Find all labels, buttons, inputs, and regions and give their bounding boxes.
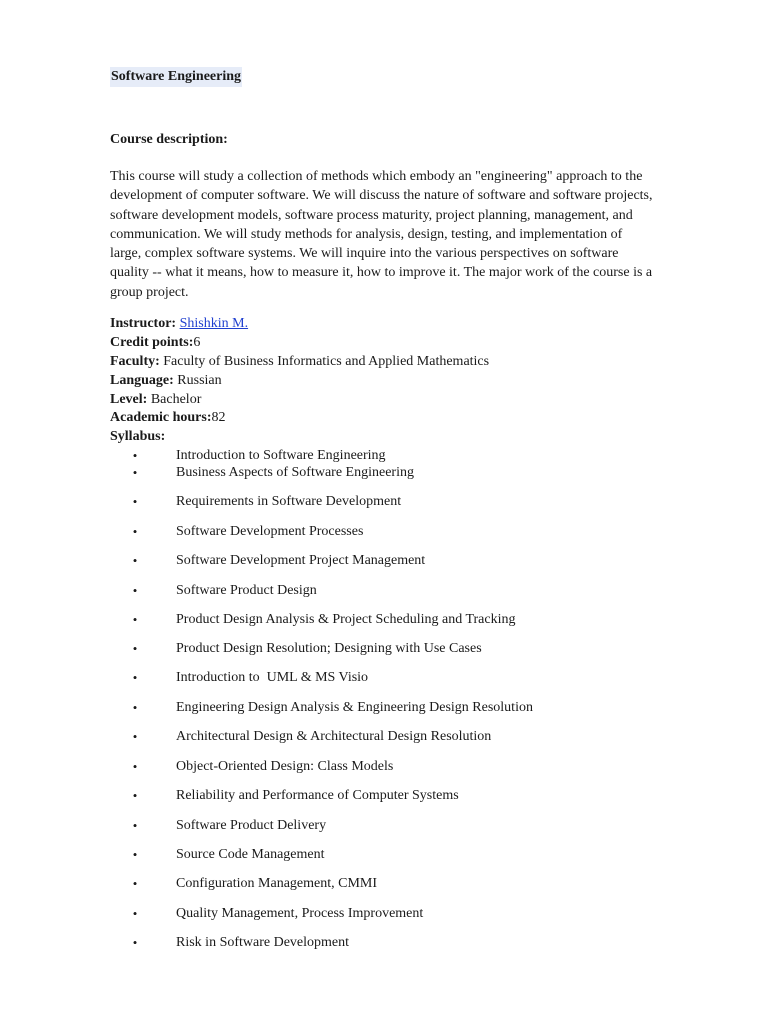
academic-hours-value: 82 (211, 410, 226, 425)
list-item (0, 933, 768, 953)
syllabus-item-text: Object-Oriented Design: Class Models (176, 759, 394, 774)
syllabus-item-text: Software Product Delivery (176, 818, 327, 833)
list-item (0, 874, 768, 894)
list-item (0, 757, 768, 777)
faculty-value: Faculty of Business Informatics and Applied Mathematics (163, 354, 490, 369)
syllabus-item-text: Introduction to Software Engineering (176, 448, 386, 463)
level-label: Level: (110, 392, 148, 407)
syllabus-item-text: Reliability and Performance of Computer Systems (176, 788, 459, 803)
description-line: This course will study a collection of methods which embody an "engineering" approach to the (110, 169, 643, 184)
list-item (0, 845, 768, 865)
bullet-icon: • (132, 553, 138, 568)
faculty-label: Faculty: (110, 354, 160, 369)
syllabus-item-text: Engineering Design Analysis & Engineering Design Resolution (176, 700, 533, 715)
syllabus-heading: Syllabus: (110, 429, 166, 444)
syllabus-item-text: Architectural Design & Architectural Design Resolution (176, 729, 492, 744)
language-row (110, 371, 222, 390)
syllabus-row (110, 427, 165, 446)
list-item (0, 698, 768, 718)
bullet-icon: • (132, 759, 138, 774)
credit-points-row (110, 333, 200, 352)
list-item (0, 463, 768, 483)
list-item (0, 727, 768, 747)
list-item (0, 522, 768, 542)
bullet-icon: • (132, 906, 138, 921)
bullet-icon: • (132, 876, 138, 891)
syllabus-item-text: Software Development Processes (176, 524, 364, 539)
description-line: group project. (110, 284, 189, 300)
credit-points-value: 6 (193, 335, 201, 350)
language-label: Language: (110, 373, 174, 388)
syllabus-item-text: Product Design Analysis & Project Scheduling and Tracking (176, 612, 516, 627)
language-value: Russian (177, 373, 222, 388)
syllabus-item-text: Software Product Design (176, 583, 317, 598)
bullet-icon: • (132, 670, 138, 685)
instructor-label: Instructor: (110, 316, 177, 331)
course-description-paragraph (110, 167, 714, 302)
syllabus-item-text: Business Aspects of Software Engineering (176, 465, 414, 480)
bullet-icon: • (132, 788, 138, 803)
syllabus-item-text: Software Development Project Management (176, 553, 426, 568)
syllabus-item-text: Quality Management, Process Improvement (176, 906, 424, 921)
bullet-icon: • (132, 612, 138, 627)
syllabus-item-text: Product Design Resolution; Designing with Use Cases (176, 641, 482, 656)
bullet-icon: • (132, 494, 138, 509)
bullet-icon: • (132, 818, 138, 833)
academic-hours-row (110, 408, 226, 427)
syllabus-item-text: Risk in Software Development (176, 935, 350, 950)
list-item (0, 668, 768, 688)
description-line: communication. We will study methods for analysis, design, testing, and implementation of (110, 226, 623, 242)
level-value: Bachelor (150, 392, 202, 407)
list-item (0, 816, 768, 836)
bullet-icon: • (132, 847, 138, 862)
list-item (0, 904, 768, 924)
description-line: software development models, software process maturity, project planning, management, and (110, 207, 633, 223)
list-item (0, 551, 768, 571)
credit-points-label: Credit points: (110, 335, 194, 350)
syllabus-item-text: Requirements in Software Development (176, 494, 402, 509)
faculty-row (110, 352, 489, 371)
bullet-icon: • (132, 729, 138, 744)
list-item (0, 639, 768, 659)
level-row (110, 390, 201, 409)
bullet-icon: • (132, 641, 138, 656)
instructor-link[interactable]: Shishkin M. (179, 316, 249, 331)
description-line: quality -- what it means, how to measure it, how to improve it. The major work of the course is a (110, 265, 653, 281)
list-item (0, 786, 768, 806)
bullet-icon: • (132, 935, 138, 950)
list-item (0, 492, 768, 512)
document-title: Software Engineering (110, 67, 242, 87)
list-item (0, 610, 768, 630)
instructor-row (110, 314, 248, 333)
syllabus-item-text: Source Code Management (176, 847, 325, 862)
course-description-heading: Course description: (110, 132, 228, 147)
bullet-icon: • (132, 583, 138, 598)
description-line: large, complex software systems. We will inquire into the various perspectives on software (110, 246, 619, 262)
description-line: development of computer software. We will discuss the nature of software and software projects, (110, 188, 653, 204)
syllabus-item-text: Introduction to UML & MS Visio (176, 670, 369, 685)
bullet-icon: • (132, 448, 138, 463)
academic-hours-label: Academic hours: (110, 410, 212, 425)
bullet-icon: • (132, 524, 138, 539)
list-item (0, 581, 768, 601)
syllabus-item-text: Configuration Management, CMMI (176, 876, 378, 891)
bullet-icon: • (132, 465, 138, 480)
bullet-icon: • (132, 700, 138, 715)
